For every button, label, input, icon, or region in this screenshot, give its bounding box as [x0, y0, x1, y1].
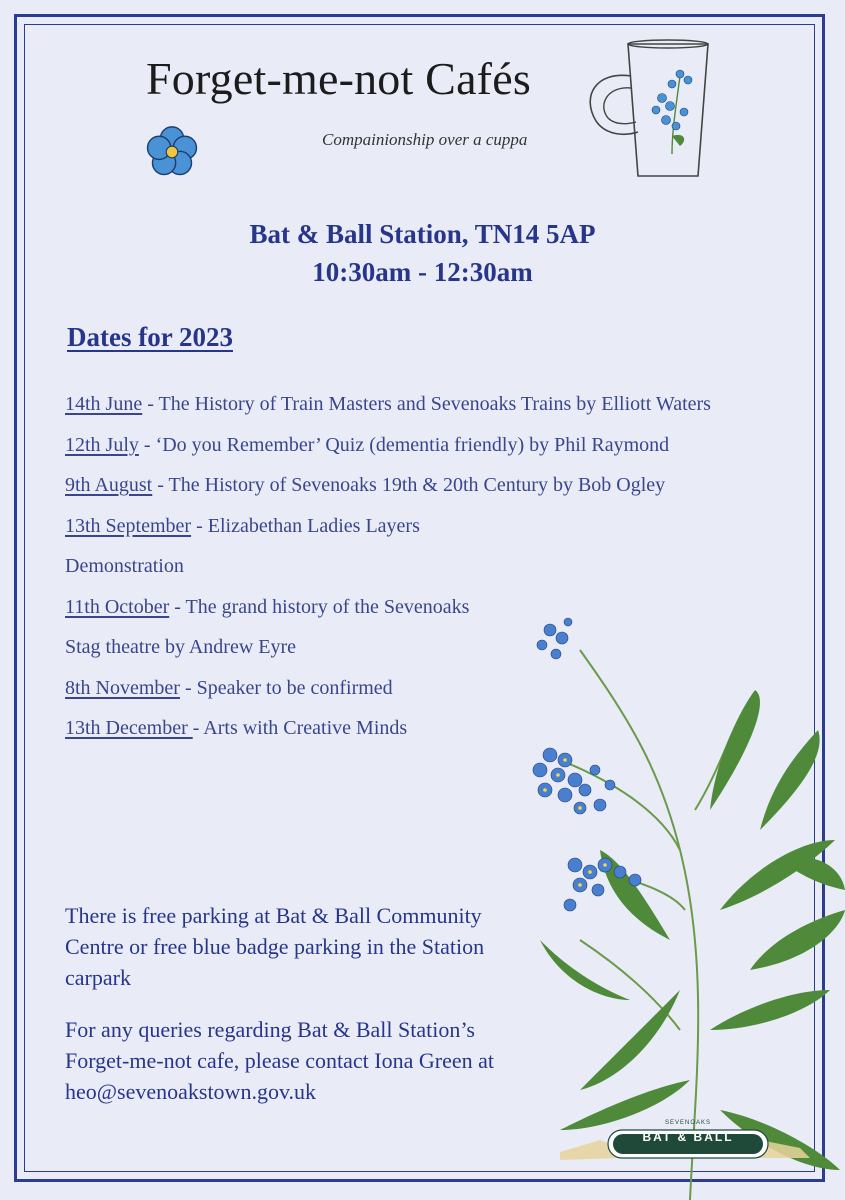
event-description: - Elizabethan Ladies Layers Demonstration [65, 514, 420, 577]
dates-heading: Dates for 2023 [67, 322, 233, 352]
event-item [65, 587, 485, 668]
venue-time: 10:30am - 12:30am [312, 257, 533, 287]
event-description: - The History of Sevenoaks 19th & 20th Century by Bob Ogley [152, 474, 666, 496]
event-date: 13th December [65, 717, 193, 739]
event-date: 12th July [65, 433, 139, 456]
forget-me-not-plant-illustration [520, 610, 845, 1200]
cup-illustration [576, 36, 726, 186]
event-item [65, 384, 755, 425]
venue-location: Bat & Ball Station, TN14 5AP [249, 219, 596, 249]
venue-block [0, 215, 845, 291]
event-date: 9th August [65, 474, 153, 496]
event-item [65, 425, 755, 466]
event-item [65, 506, 505, 587]
event-description: - Arts with Creative Minds [192, 717, 408, 739]
event-description: - The History of Train Masters and Sevenoaks Trains by Elliott Waters [142, 393, 711, 415]
event-description: - The grand history of the Sevenoaks Stag theatre by Andrew Eyre [65, 595, 470, 658]
station-logo-text [608, 1118, 768, 1156]
event-description: - Speaker to be confirmed [179, 676, 393, 699]
station-logo-top: SEVENOAKS [664, 1120, 711, 1126]
parking-info: There is free parking at Bat & Ball Community Centre or free blue badge parking in the Station carpark [65, 903, 485, 990]
event-item [65, 465, 755, 506]
contact-info: For any queries regarding Bat & Ball Station’s Forget-me-not cafe, please contact Iona Green at heo@sevenoakstown.gov.uk [65, 1017, 494, 1104]
event-description: - ‘Do you Remember’ Quiz (dementia friendly) by Phil Raymond [138, 433, 670, 456]
station-logo-bottom: KENT [677, 1148, 698, 1154]
event-date: 8th November [65, 676, 180, 699]
station-logo-main: BAT & BALL [642, 1130, 734, 1144]
event-date: 13th September [65, 514, 192, 537]
event-date: 14th June [65, 393, 143, 415]
brand-title: Forget-me-not Cafés [146, 53, 531, 104]
tagline: Compainionship over a cuppa [322, 130, 528, 149]
forget-me-not-icon [143, 123, 201, 181]
event-date: 11th October [65, 595, 170, 618]
